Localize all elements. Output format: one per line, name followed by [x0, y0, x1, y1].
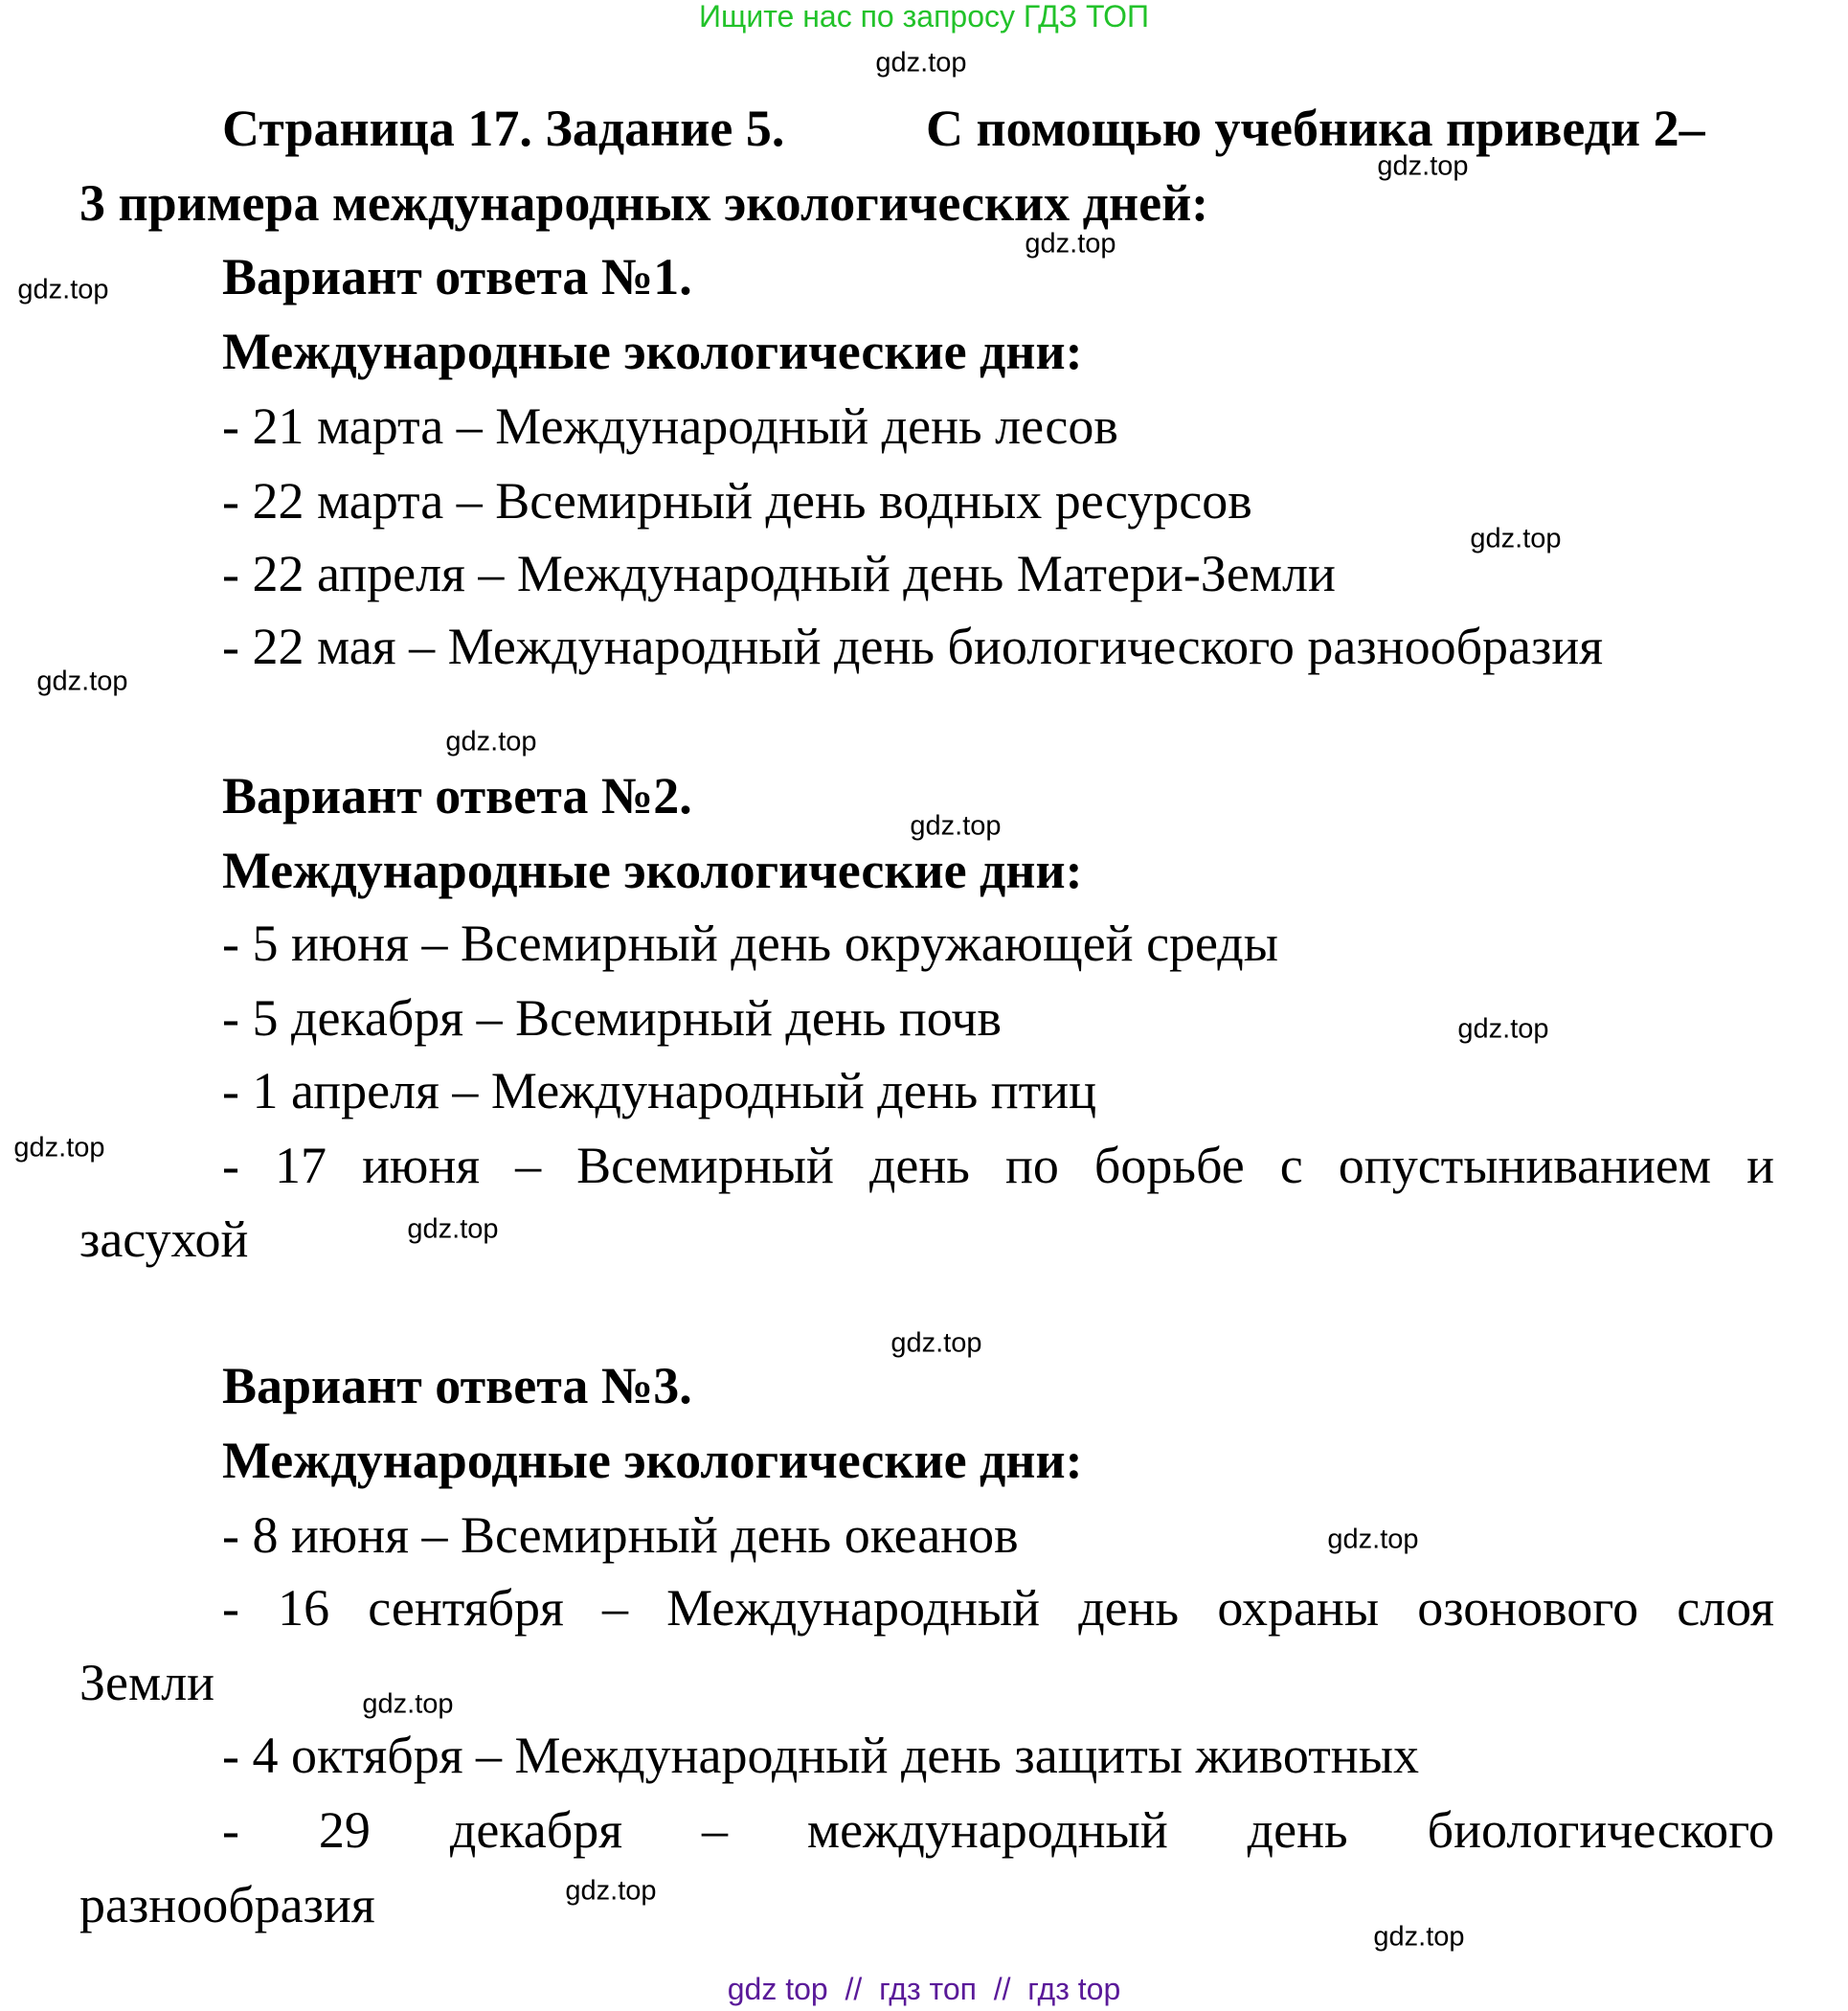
list-item: - 22 апреля – Международный день Матери-Земли	[222, 545, 1336, 602]
list-item: - 1 апреля – Международный день птиц	[222, 1062, 1097, 1119]
watermark: gdz.top	[1327, 1524, 1419, 1555]
list-item: - 17 июня – Всемирный день по борьбе с опустыниванием и	[222, 1137, 1774, 1194]
list-item: - 21 марта – Международный день лесов	[222, 397, 1118, 455]
watermark: gdz.top	[17, 274, 109, 305]
watermark: gdz.top	[407, 1213, 499, 1245]
task-prompt-cont: 3 примера международных экологических дней:	[79, 174, 1209, 232]
task-prompt: С помощью учебника приведи 2–	[926, 100, 1705, 157]
watermark: gdz.top	[1373, 1921, 1465, 1953]
variant-heading: Вариант ответа №3.	[222, 1357, 692, 1414]
watermark: gdz.top	[875, 47, 967, 79]
list-item: - 5 декабря – Всемирный день почв	[222, 989, 1003, 1047]
list-item: - 4 октября – Международный день защиты животных	[222, 1727, 1419, 1784]
list-item: - 22 мая – Международный день биологического разнообразия	[222, 618, 1604, 675]
list-item: - 5 июня – Всемирный день окружающей среды	[222, 915, 1279, 972]
variant-heading: Вариант ответа №2.	[222, 767, 692, 825]
watermark: gdz.top	[890, 1327, 982, 1359]
variant-heading: Вариант ответа №1.	[222, 248, 692, 305]
watermark: gdz.top	[910, 810, 1002, 842]
footer-banner: gdz top // гдз топ // гдз top	[727, 1972, 1121, 2006]
list-item: - 29 декабря – международный день биологического	[222, 1801, 1774, 1859]
list-item-cont: Земли	[79, 1654, 215, 1711]
watermark: gdz.top	[13, 1132, 105, 1164]
watermark: gdz.top	[1470, 523, 1562, 554]
list-item: - 22 марта – Всемирный день водных ресурсов	[222, 472, 1252, 530]
variant-subheading: Международные экологические дни:	[222, 1432, 1083, 1489]
watermark: gdz.top	[36, 666, 128, 697]
task-title: Страница 17. Задание 5.	[222, 100, 785, 157]
list-item-cont: засухой	[79, 1210, 249, 1268]
list-item: - 16 сентября – Международный день охраны озонового слоя	[222, 1579, 1774, 1637]
watermark: gdz.top	[445, 726, 537, 757]
variant-subheading: Международные экологические дни:	[222, 323, 1083, 380]
header-banner: Ищите нас по запросу ГДЗ ТОП	[699, 0, 1149, 34]
watermark: gdz.top	[1025, 228, 1116, 260]
watermark: gdz.top	[362, 1688, 454, 1720]
watermark: gdz.top	[1457, 1013, 1549, 1045]
list-item-cont: разнообразия	[79, 1876, 375, 1933]
list-item: - 8 июня – Всемирный день океанов	[222, 1506, 1019, 1564]
watermark: gdz.top	[1377, 150, 1469, 182]
variant-subheading: Международные экологические дни:	[222, 842, 1083, 899]
watermark: gdz.top	[565, 1875, 657, 1907]
